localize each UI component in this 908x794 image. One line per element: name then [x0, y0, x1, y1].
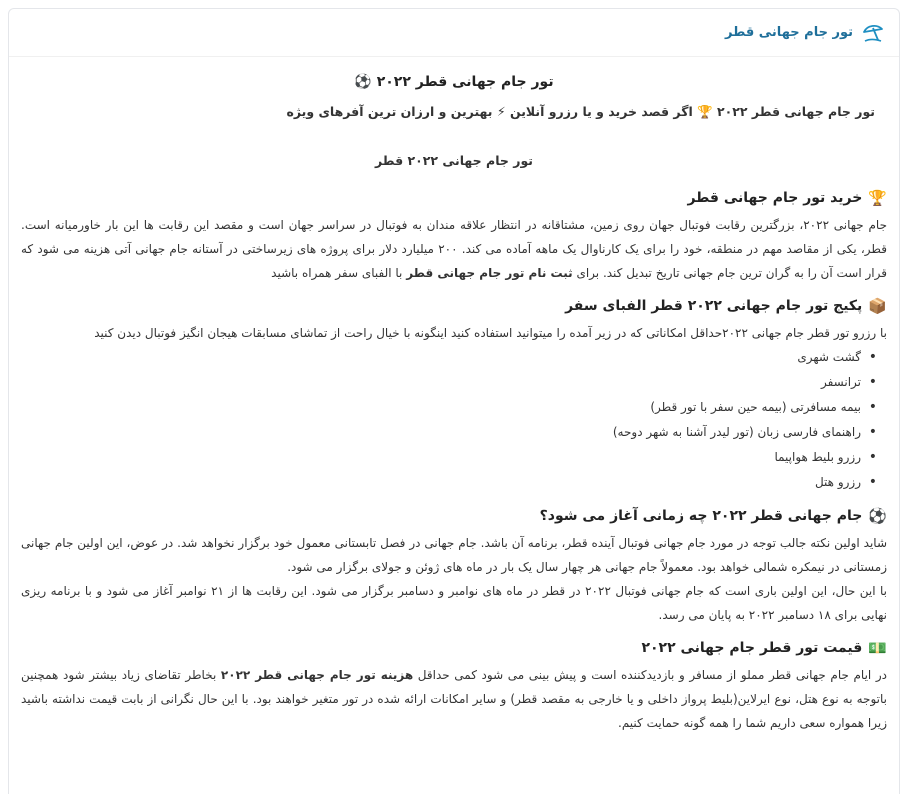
- section-when-paragraph-1: شاید اولین نکته جالب توجه در مورد جام جهانی فوتبال آینده قطر، برنامه آن باشد. جام جهانی در فصل تابستانی معمول خود برگزار نخواهد شد. در عوض، این اولین جام جهانی زمستانی در نیمکره شمالی خواهد بود. معمولاً جام جهانی هر چهار سال یک بار در ماه های ژوئن و جولای برگزار می شود.: [21, 536, 887, 574]
- package-icon: 📦: [868, 297, 887, 315]
- money-icon: 💵: [868, 639, 887, 657]
- article-content: [9, 69, 899, 735]
- article-subtitle: تور جام جهانی ۲۰۲۲ قطر: [375, 153, 533, 168]
- tour-cost-link[interactable]: هزینه تور جام جهانی قطر ۲۰۲۲: [220, 668, 414, 682]
- section-buy-paragraph: [21, 213, 887, 285]
- section-package-heading: [21, 291, 887, 321]
- section-package-paragraph: با رزرو تور قطر جام جهانی ۲۰۲۲حداقل امکاناتی که در زیر آمده را میتوانید استفاده کنید اینگونه با خیال راحت از تماشای مسابقات هیجان انگیز فوتبال دیدن کنید: [94, 326, 887, 340]
- section-package-title: پکیج تور جام جهانی ۲۰۲۲ قطر الفبای سفر: [565, 298, 863, 314]
- list-item: • رزرو هتل: [21, 470, 861, 495]
- section-buy-heading: [21, 183, 887, 213]
- list-item: • رزرو بلیط هواپیما: [21, 445, 861, 470]
- paragraph-text: جام جهانی ۲۰۲۲، بزرگترین رقابت فوتبال جهان روی زمین، مشتاقانه در انتظار علاقه مندان به فوتبال در سراسر جهان است و مقصد این رقابت ها این بار خاورمیانه است. قطر، یکی از مقاصد مهم در منطقه، خود را برای یک کارناوال یک ماهه آماده می کند. ۲۰۰ میلیارد دلار برای پروژه های زیرساختی در آستانه جام جهانی آتی هزینه می شود که قرار است آن را به گران ترین جام جهانی تاریخ تبدیل کند. برای: [21, 218, 887, 280]
- trophy-icon: 🏆: [868, 189, 887, 207]
- section-when-title: جام جهانی قطر ۲۰۲۲ چه زمانی آغاز می شود؟: [539, 508, 863, 524]
- beach-umbrella-icon: [861, 21, 885, 45]
- section-when: [21, 501, 887, 627]
- section-price-paragraph: [21, 663, 887, 735]
- paragraph-text-end: با الفبای سفر همراه باشید: [271, 266, 407, 280]
- section-when-paragraph-2: با این حال، این اولین باری است که جام جهانی فوتبال ۲۰۲۲ در قطر در ماه های نوامبر و دسامبر برگزار می شود. این رقابت ها از ۲۱ نوامبر آغاز می شود و با برنامه ریزی نهایی برای ۱۸ دسامبر ۲۰۲۲ به پایان می رسد.: [21, 584, 887, 622]
- list-item: • بیمه مسافرتی (بیمه حین سفر با تور قطر): [21, 395, 861, 420]
- section-buy: [21, 183, 887, 285]
- section-when-heading: [21, 501, 887, 531]
- tour-card: [8, 8, 900, 794]
- section-price-title: قیمت تور قطر جام جهانی ۲۰۲۲: [641, 640, 863, 656]
- paragraph-text-end: بخاطر تقاضای زیاد بیشتر شود همچنین باتوجه به نوع هتل، نوع ایرلاین(بلیط پرواز داخلی و یا خارجی به مقصد قطر) و سایر امکانات ارائه شده در تور متغیر خواهند بود. با این حال نگرانی از بابت قیمت نداشته باشید زیرا همواره سعی داریم شما را همه گونه حمایت کنیم.: [21, 668, 887, 730]
- register-tour-link[interactable]: ثبت نام تور جام جهانی قطر: [406, 266, 573, 280]
- card-header: [9, 9, 899, 57]
- article-main-title: تور جام جهانی قطر ۲۰۲۲ ⚽: [354, 74, 554, 90]
- list-item: • گشت شهری: [21, 345, 861, 370]
- package-features-list: [21, 345, 887, 495]
- list-item: • ترانسفر: [21, 370, 861, 395]
- list-item: • راهنمای فارسی زبان (تور لیدر آشنا به شهر دوحه): [21, 420, 861, 445]
- section-buy-title: خرید تور جام جهانی قطر: [687, 190, 863, 206]
- section-price-heading: [21, 633, 887, 663]
- section-package: [21, 291, 887, 495]
- section-price: [21, 633, 887, 735]
- card-title[interactable]: تور جام جهانی قطر: [724, 25, 853, 40]
- article-lead: تور جام جهانی قطر ۲۰۲۲ 🏆 اگر قصد خرید و یا رزرو آنلاین ⚡ بهترین و ارزان ترین آفرهای ویژه: [286, 104, 875, 119]
- soccer-ball-icon: ⚽: [868, 507, 887, 525]
- paragraph-text: در ایام جام جهانی قطر مملو از مسافر و بازدیدکننده است و پیش بینی می شود کمی حداقل: [413, 668, 888, 682]
